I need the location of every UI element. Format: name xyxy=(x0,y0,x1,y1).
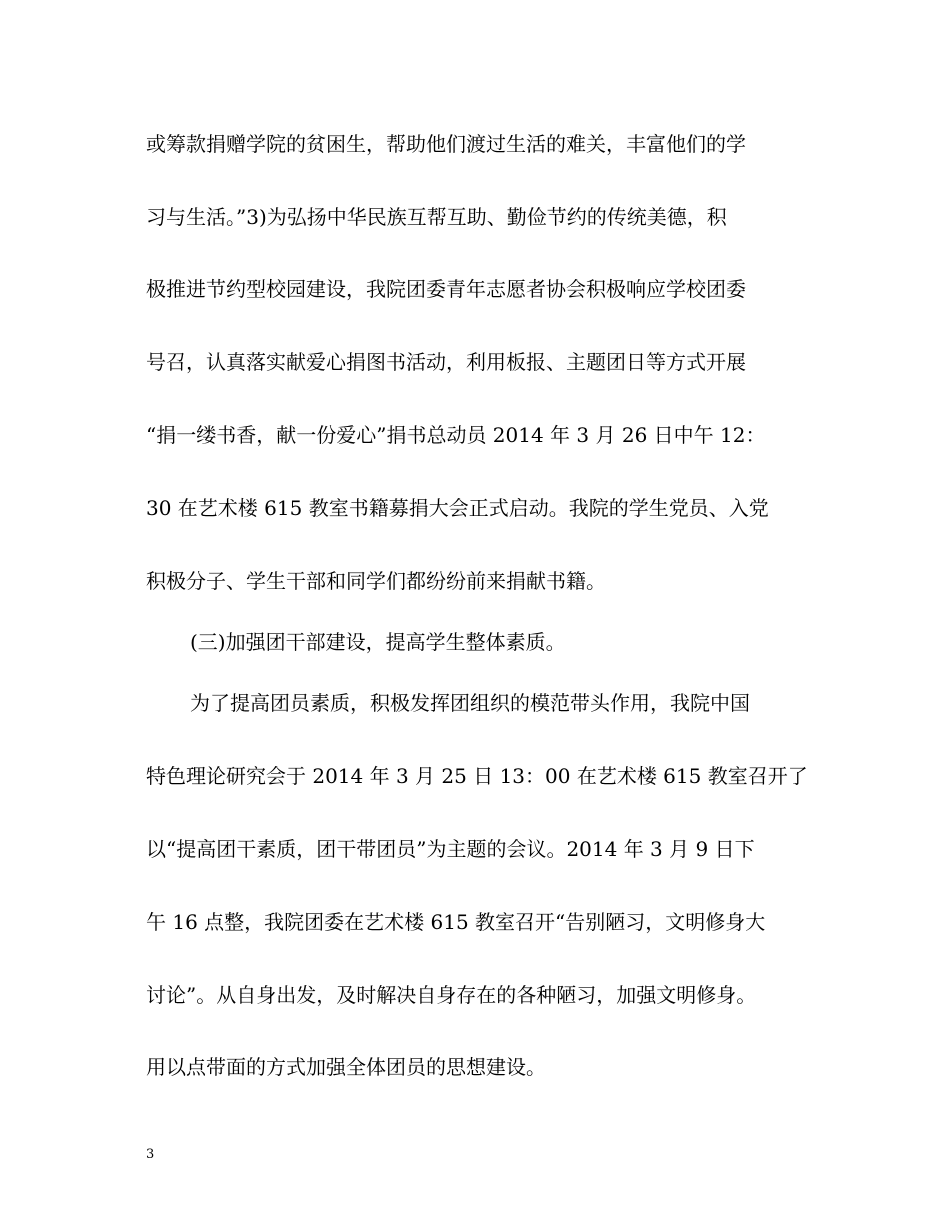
body-text-line: 或筹款捐赠学院的贫困生，帮助他们渡过生活的难关，丰富他们的学 xyxy=(146,132,746,156)
body-text-line: “捐一缕书香，献一份爱心”捐书总动员 2014 年 3 月 26 日中午 12： xyxy=(146,423,766,447)
section-heading: (三)加强团干部建设，提高学生整体素质。 xyxy=(190,630,566,654)
body-text-line: 讨论”。从自身出发，及时解决自身存在的各种陋习，加强文明修身。 xyxy=(146,983,757,1007)
body-text-line: 用以点带面的方式加强全体团员的思想建设。 xyxy=(146,1055,546,1079)
body-text-line: 积极分子、学生干部和同学们都纷纷前来捐献书籍。 xyxy=(146,569,606,593)
body-text-line: 习与生活。”3)为弘扬中华民族互帮互助、勤俭节约的传统美德，积 xyxy=(146,205,727,229)
body-text-line: 午 16 点整，我院团委在艺术楼 615 教室召开“告别陋习，文明修身大 xyxy=(146,910,766,934)
body-text-line: 号召，认真落实献爱心捐图书活动，利用板报、主题团日等方式开展 xyxy=(146,350,746,374)
body-text-line: 极推进节约型校园建设，我院团委青年志愿者协会积极响应学校团委 xyxy=(146,277,746,301)
body-text-line: 以“提高团干素质，团干带团员”为主题的会议。2014 年 3 月 9 日下 xyxy=(146,837,755,861)
body-text-line: 30 在艺术楼 615 教室书籍募捐大会正式启动。我院的学生党员、入党 xyxy=(146,496,769,520)
page-number: 3 xyxy=(146,1147,155,1162)
paragraph-first-line: 为了提高团员素质，积极发挥团组织的模范带头作用，我院中国 xyxy=(190,691,750,715)
body-text-line: 特色理论研究会于 2014 年 3 月 25 日 13：00 在艺术楼 615 教室召开了 xyxy=(146,764,808,788)
